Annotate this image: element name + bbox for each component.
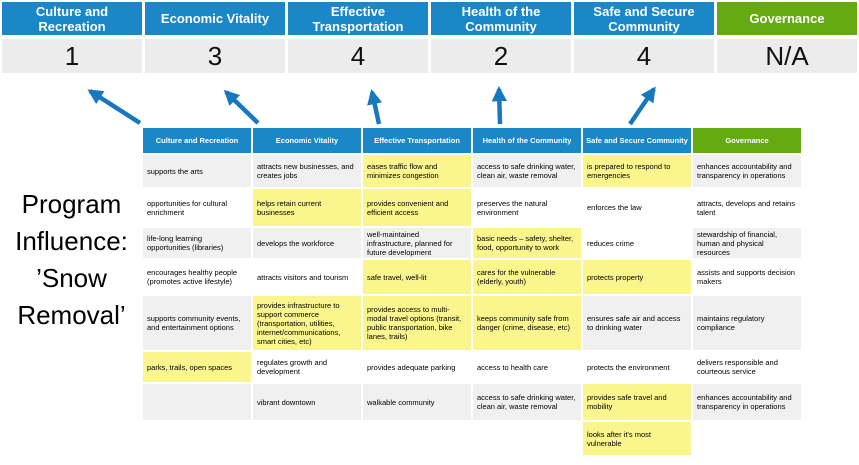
matrix-cell-r5c5: ensures safe air and access to drinking water (583, 296, 691, 350)
scoreboard-header-row (0, 0, 859, 35)
matrix-cell-r4c4: cares for the vulnerable (elderly, youth) (473, 260, 581, 294)
scoreboard-score-governance: N/A (717, 39, 857, 73)
matrix-header-economic-vitality: Economic Vitality (253, 128, 361, 153)
scoreboard-header-safe-and-secure-community: Safe and Secure Community (574, 2, 714, 35)
matrix-cell-r1c5: is prepared to respond to emergencies (583, 155, 691, 187)
matrix-cell-r6c5: protects the environment (583, 352, 691, 382)
scoreboard-score-economic-vitality: 3 (145, 39, 285, 73)
matrix-cell-r4c6: assists and supports decision makers (693, 260, 801, 294)
matrix-header-safe-and-secure-community: Safe and Secure Community (583, 128, 691, 153)
program-title: Program Influence: ’Snow Removal’ (15, 189, 128, 330)
scoreboard-score-row (0, 35, 859, 73)
matrix-cell-r8c2 (253, 422, 361, 455)
matrix-cell-r3c2: develops the workforce (253, 228, 361, 258)
scoreboard-header-governance: Governance (717, 2, 857, 35)
matrix-cell-r2c1: opportunities for cultural enrichment (143, 189, 251, 226)
matrix-cell-r7c4: access to safe drinking water, clean air, waste removal (473, 384, 581, 420)
arrow-icon-effective-transportation (372, 92, 379, 124)
matrix-cell-r3c4: basic needs – safety, shelter, food, opportunity to work (473, 228, 581, 258)
matrix-cell-r4c1: encourages healthy people (promotes active lifestyle) (143, 260, 251, 294)
matrix-cell-r8c1 (143, 422, 251, 455)
scoreboard-header-economic-vitality: Economic Vitality (145, 2, 285, 35)
matrix-cell-r6c2: regulates growth and development (253, 352, 361, 382)
arrow-icon-health-of-the-community (499, 89, 500, 124)
matrix-cell-r1c1: supports the arts (143, 155, 251, 187)
matrix-cell-r2c4: preserves the natural environment (473, 189, 581, 226)
matrix-cell-r5c4: keeps community safe from danger (crime, disease, etc) (473, 296, 581, 350)
matrix-cell-r7c2: vibrant downtown (253, 384, 361, 420)
matrix-cell-r7c1 (143, 384, 251, 420)
matrix-cell-r4c5: protects property (583, 260, 691, 294)
matrix-header-effective-transportation: Effective Transportation (363, 128, 471, 153)
matrix-cell-r7c5: provides safe travel and mobility (583, 384, 691, 420)
matrix-cell-r8c6 (693, 422, 801, 455)
matrix-cell-r3c1: life-long learning opportunities (libraries) (143, 228, 251, 258)
matrix-cell-r2c6: attracts, develops and retains talent (693, 189, 801, 226)
matrix-cell-r3c5: reduces crime (583, 228, 691, 258)
matrix-cell-r8c4 (473, 422, 581, 455)
matrix-cell-r8c5: looks after it's most vulnerable (583, 422, 691, 455)
matrix-cell-r1c6: enhances accountability and transparency in operations (693, 155, 801, 187)
matrix-cell-r7c6: enhances accountability and transparency in operations (693, 384, 801, 420)
matrix-cell-r2c5: enforces the law (583, 189, 691, 226)
matrix-cell-r7c3: walkable community (363, 384, 471, 420)
matrix-header-culture-and-recreation: Culture and Recreation (143, 128, 251, 153)
matrix-cell-r5c3: provides access to multi-modal travel options (transit, public transportation, bike lanes, trails) (363, 296, 471, 350)
matrix-cell-r5c2: provides infrastructure to support commerce (transportation, utilities, internet/communications, smart cities, etc) (253, 296, 361, 350)
arrow-icon-economic-vitality (226, 92, 258, 123)
matrix-cell-r8c3 (363, 422, 471, 455)
scoreboard-score-effective-transportation: 4 (288, 39, 428, 73)
matrix-cell-r6c1: parks, trails, open spaces (143, 352, 251, 382)
matrix-cell-r4c3: safe travel, well-lit (363, 260, 471, 294)
matrix-cell-r2c3: provides convenient and efficient access (363, 189, 471, 226)
matrix-cell-r5c1: supports community events, and entertainment options (143, 296, 251, 350)
arrow-icon-safe-and-secure-community (630, 89, 654, 124)
scoreboard-score-health-of-the-community: 2 (431, 39, 571, 73)
scoreboard-score-culture-and-recreation: 1 (2, 39, 142, 73)
scoreboard-header-health-of-the-community: Health of the Community (431, 2, 571, 35)
matrix-cell-r3c6: stewardship of financial, human and physical resources (693, 228, 801, 258)
arrow-icon-culture-and-recreation (90, 91, 140, 123)
matrix-cell-r3c3: well-maintained infrastructure, planned for future development (363, 228, 471, 258)
matrix-cell-r2c2: helps retain current businesses (253, 189, 361, 226)
scoreboard-score-safe-and-secure-community: 4 (574, 39, 714, 73)
matrix-cell-r6c3: provides adequate parking (363, 352, 471, 382)
matrix-cell-r6c4: access to health care (473, 352, 581, 382)
program-influence-matrix (143, 128, 801, 455)
matrix-header-health-of-the-community: Health of the Community (473, 128, 581, 153)
matrix-cell-r4c2: attracts visitors and tourism (253, 260, 361, 294)
matrix-cell-r1c2: attracts new businesses, and creates jobs (253, 155, 361, 187)
scoreboard-header-culture-and-recreation: Culture and Recreation (2, 2, 142, 35)
matrix-cell-r1c4: access to safe drinking water, clean air, waste removal (473, 155, 581, 187)
matrix-cell-r1c3: eases traffic flow and minimizes congestion (363, 155, 471, 187)
scoreboard (0, 0, 859, 73)
matrix-cell-r5c6: maintains regulatory compliance (693, 296, 801, 350)
matrix-cell-r6c6: delivers responsible and courteous service (693, 352, 801, 382)
scoreboard-header-effective-transportation: Effective Transportation (288, 2, 428, 35)
matrix-header-governance: Governance (693, 128, 801, 153)
